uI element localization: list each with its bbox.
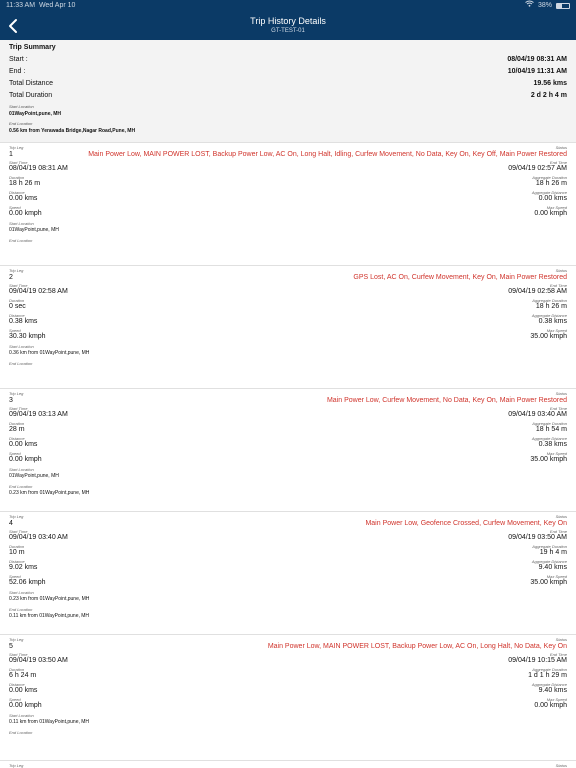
aggregate-duration-label: Aggregate Duration: [532, 544, 567, 549]
trip-leg-2[interactable]: [0, 265, 576, 385]
end-time-label: End Time: [549, 160, 567, 165]
status-value: Main Power Low, Geofence Crossed, Curfew Movement, Key On: [365, 520, 567, 527]
aggregate-distance-label: Aggregate Distance: [531, 682, 567, 687]
battery-icon: [556, 3, 570, 9]
max-speed-label: Max Speed: [546, 451, 567, 456]
start-time-value: 08/04/19 08:31 AM: [9, 165, 68, 172]
aggregate-distance-value: 0.38 kms: [538, 318, 567, 325]
duration-label: Duration: [9, 544, 25, 549]
aggregate-duration-label: Aggregate Duration: [532, 667, 567, 672]
distance-label: Distance: [9, 436, 25, 441]
start-location-label: Start Location: [9, 344, 34, 349]
speed-value: 0.00 kmph: [9, 702, 42, 709]
summary-duration-row: [9, 92, 567, 102]
summary-start-label: Start :: [9, 56, 28, 63]
duration-value: 6 h 24 m: [9, 672, 37, 679]
start-location-label: Start Location: [9, 221, 34, 226]
end-location-value: 0.11 km from 01WayPoint,pune, MH: [9, 613, 90, 619]
max-speed-label: Max Speed: [546, 328, 567, 333]
status-label: Status: [555, 391, 567, 396]
end-time-value: 09/04/19 03:50 AM: [508, 534, 567, 541]
wifi-icon: [525, 0, 534, 12]
end-location-label: End Location: [9, 484, 33, 489]
summary-start-location-value: 01WayPoint,pune, MH: [9, 111, 62, 117]
end-location-label: End Location: [9, 361, 33, 366]
max-speed-value: 0.00 kmph: [534, 210, 567, 217]
status-date: Wed Apr 10: [38, 2, 76, 9]
distance-value: 0.38 kms: [9, 318, 38, 325]
status-label: Status: [555, 637, 567, 642]
max-speed-value: 0.00 kmph: [534, 702, 567, 709]
start-time-label: Start Time: [9, 283, 28, 288]
aggregate-distance-label: Aggregate Distance: [531, 559, 567, 564]
end-time-label: End Time: [549, 652, 567, 657]
duration-value: 10 m: [9, 549, 25, 556]
summary-end-location-label: End Location: [9, 121, 33, 126]
start-time-value: 09/04/19 03:40 AM: [9, 534, 68, 541]
speed-label: Speed: [9, 205, 21, 210]
summary-distance-value: 19.56 kms: [533, 80, 567, 87]
distance-value: 0.00 kms: [9, 687, 38, 694]
duration-value: 18 h 26 m: [9, 180, 41, 187]
start-location-label: Start Location: [9, 590, 34, 595]
nav-bar: [0, 12, 576, 40]
summary-distance-row: [9, 80, 567, 90]
status-value: Main Power Low, MAIN POWER LOST, Backup Power Low, AC On, Long Halt, No Data, Key On: [267, 643, 567, 650]
end-time-value: 09/04/19 02:58 AM: [508, 288, 567, 295]
status-time: 11:33 AM: [6, 2, 36, 9]
aggregate-distance-label: Aggregate Distance: [531, 436, 567, 441]
summary-end-label: End :: [9, 68, 26, 75]
summary-duration-label: Total Duration: [9, 92, 53, 99]
aggregate-distance-label: Aggregate Distance: [531, 190, 567, 195]
end-time-label: End Time: [549, 283, 567, 288]
start-location-value: 01WayPoint,pune, MH: [9, 473, 59, 479]
battery-percent: 38%: [537, 2, 552, 9]
distance-label: Distance: [9, 313, 25, 318]
speed-value: 0.00 kmph: [9, 456, 42, 463]
end-location-label: End Location: [9, 730, 33, 735]
trip-leg-label: Trip Leg: [9, 268, 24, 273]
summary-start-row: [9, 56, 567, 66]
trip-leg-4[interactable]: [0, 511, 576, 631]
number-value: 1: [9, 151, 13, 158]
status-label: Status: [555, 763, 567, 768]
summary-duration-value: 2 d 2 h 4 m: [530, 92, 567, 99]
max-speed-label: Max Speed: [546, 205, 567, 210]
trip-leg-1[interactable]: [0, 142, 576, 262]
start-time-label: Start Time: [9, 652, 28, 657]
duration-label: Duration: [9, 667, 25, 672]
aggregate-duration-value: 18 h 26 m: [535, 303, 567, 310]
trip-leg-5[interactable]: [0, 634, 576, 754]
status-value: Main Power Low, MAIN POWER LOST, Backup Power Low, AC On, Long Halt, Idling, Curfew Movement, No Data, Key On, Key Off, Main Power Restored: [88, 151, 567, 158]
distance-value: 0.00 kms: [9, 441, 38, 448]
duration-label: Duration: [9, 298, 25, 303]
max-speed-label: Max Speed: [546, 574, 567, 579]
speed-value: 52.06 kmph: [9, 579, 46, 586]
summary-end-location-value: 0.56 km from Yerawada Bridge,Nagar Road,Pune, MH: [9, 128, 136, 134]
duration-label: Duration: [9, 421, 25, 426]
aggregate-distance-value: 9.40 kms: [538, 564, 567, 571]
start-location-value: 0.23 km from 01WayPoint,pune, MH: [9, 596, 90, 602]
start-time-label: Start Time: [9, 406, 28, 411]
status-value: Main Power Low, Curfew Movement, No Data, Key On, Main Power Restored: [326, 397, 567, 404]
number-value: 5: [9, 643, 13, 650]
trip-leg-partial[interactable]: [0, 760, 576, 768]
end-location-value: 0.23 km from 01WayPoint,pune, MH: [9, 490, 90, 496]
end-time-value: 09/04/19 10:15 AM: [508, 657, 567, 664]
aggregate-duration-value: 18 h 54 m: [535, 426, 567, 433]
distance-label: Distance: [9, 559, 25, 564]
trip-leg-label: Trip Leg: [9, 391, 24, 396]
status-label: Status: [555, 145, 567, 150]
summary-distance-label: Total Distance: [9, 80, 53, 87]
page-subtitle: GT-TEST-01: [271, 28, 305, 34]
start-location-label: Start Location: [9, 467, 34, 472]
distance-value: 0.00 kms: [9, 195, 38, 202]
trip-leg-label: Trip Leg: [9, 514, 24, 519]
status-label: Status: [555, 268, 567, 273]
summary-title: Trip Summary: [9, 44, 56, 51]
duration-label: Duration: [9, 175, 25, 180]
start-location-value: 01WayPoint,pune, MH: [9, 227, 59, 233]
start-time-value: 09/04/19 03:13 AM: [9, 411, 68, 418]
aggregate-distance-value: 9.40 kms: [538, 687, 567, 694]
aggregate-duration-value: 1 d 1 h 29 m: [528, 672, 567, 679]
start-location-label: Start Location: [9, 713, 34, 718]
trip-leg-label: Trip Leg: [9, 145, 24, 150]
number-value: 2: [9, 274, 13, 281]
aggregate-duration-value: 19 h 4 m: [539, 549, 567, 556]
speed-value: 30.30 kmph: [9, 333, 46, 340]
start-time-value: 09/04/19 02:58 AM: [9, 288, 68, 295]
max-speed-value: 35.00 kmph: [530, 456, 567, 463]
aggregate-duration-label: Aggregate Duration: [532, 298, 567, 303]
speed-label: Speed: [9, 328, 21, 333]
end-time-label: End Time: [549, 529, 567, 534]
start-time-value: 09/04/19 03:50 AM: [9, 657, 68, 664]
page-title: Trip History Details: [250, 16, 326, 26]
status-time-date: [6, 0, 75, 12]
start-location-value: 0.36 km from 01WayPoint,pune, MH: [9, 350, 90, 356]
summary-start-value: 08/04/19 08:31 AM: [507, 56, 567, 63]
distance-label: Distance: [9, 682, 25, 687]
end-location-label: End Location: [9, 238, 33, 243]
speed-label: Speed: [9, 574, 21, 579]
summary-start-location-label: Start Location: [9, 104, 34, 109]
number-value: 3: [9, 397, 13, 404]
aggregate-duration-label: Aggregate Duration: [532, 175, 567, 180]
end-time-value: 09/04/19 03:40 AM: [508, 411, 567, 418]
status-bar: [0, 0, 576, 12]
aggregate-distance-value: 0.00 kms: [538, 195, 567, 202]
aggregate-duration-label: Aggregate Duration: [532, 421, 567, 426]
status-value: GPS Lost, AC On, Curfew Movement, Key On, Main Power Restored: [353, 274, 567, 281]
aggregate-distance-label: Aggregate Distance: [531, 313, 567, 318]
max-speed-value: 35.00 kmph: [530, 333, 567, 340]
max-speed-label: Max Speed: [546, 697, 567, 702]
end-location-label: End Location: [9, 607, 33, 612]
speed-value: 0.00 kmph: [9, 210, 42, 217]
duration-value: 28 m: [9, 426, 25, 433]
duration-value: 0 sec: [9, 303, 26, 310]
end-time-label: End Time: [549, 406, 567, 411]
leg-label: Trip Leg: [9, 763, 24, 768]
status-label: Status: [555, 514, 567, 519]
max-speed-value: 35.00 kmph: [530, 579, 567, 586]
trip-summary: [0, 40, 576, 142]
aggregate-duration-value: 18 h 26 m: [535, 180, 567, 187]
end-time-value: 09/04/19 02:57 AM: [508, 165, 567, 172]
status-indicators: [525, 0, 570, 12]
trip-leg-label: Trip Leg: [9, 637, 24, 642]
start-location-value: 0.11 km from 01WayPoint,pune, MH: [9, 719, 90, 725]
speed-label: Speed: [9, 697, 21, 702]
speed-label: Speed: [9, 451, 21, 456]
distance-value: 9.02 kms: [9, 564, 38, 571]
aggregate-distance-value: 0.38 kms: [538, 441, 567, 448]
start-time-label: Start Time: [9, 529, 28, 534]
trip-leg-3[interactable]: [0, 388, 576, 508]
number-value: 4: [9, 520, 13, 527]
distance-label: Distance: [9, 190, 25, 195]
summary-end-row: [9, 68, 567, 78]
summary-end-value: 10/04/19 11:31 AM: [507, 68, 567, 75]
start-time-label: Start Time: [9, 160, 28, 165]
